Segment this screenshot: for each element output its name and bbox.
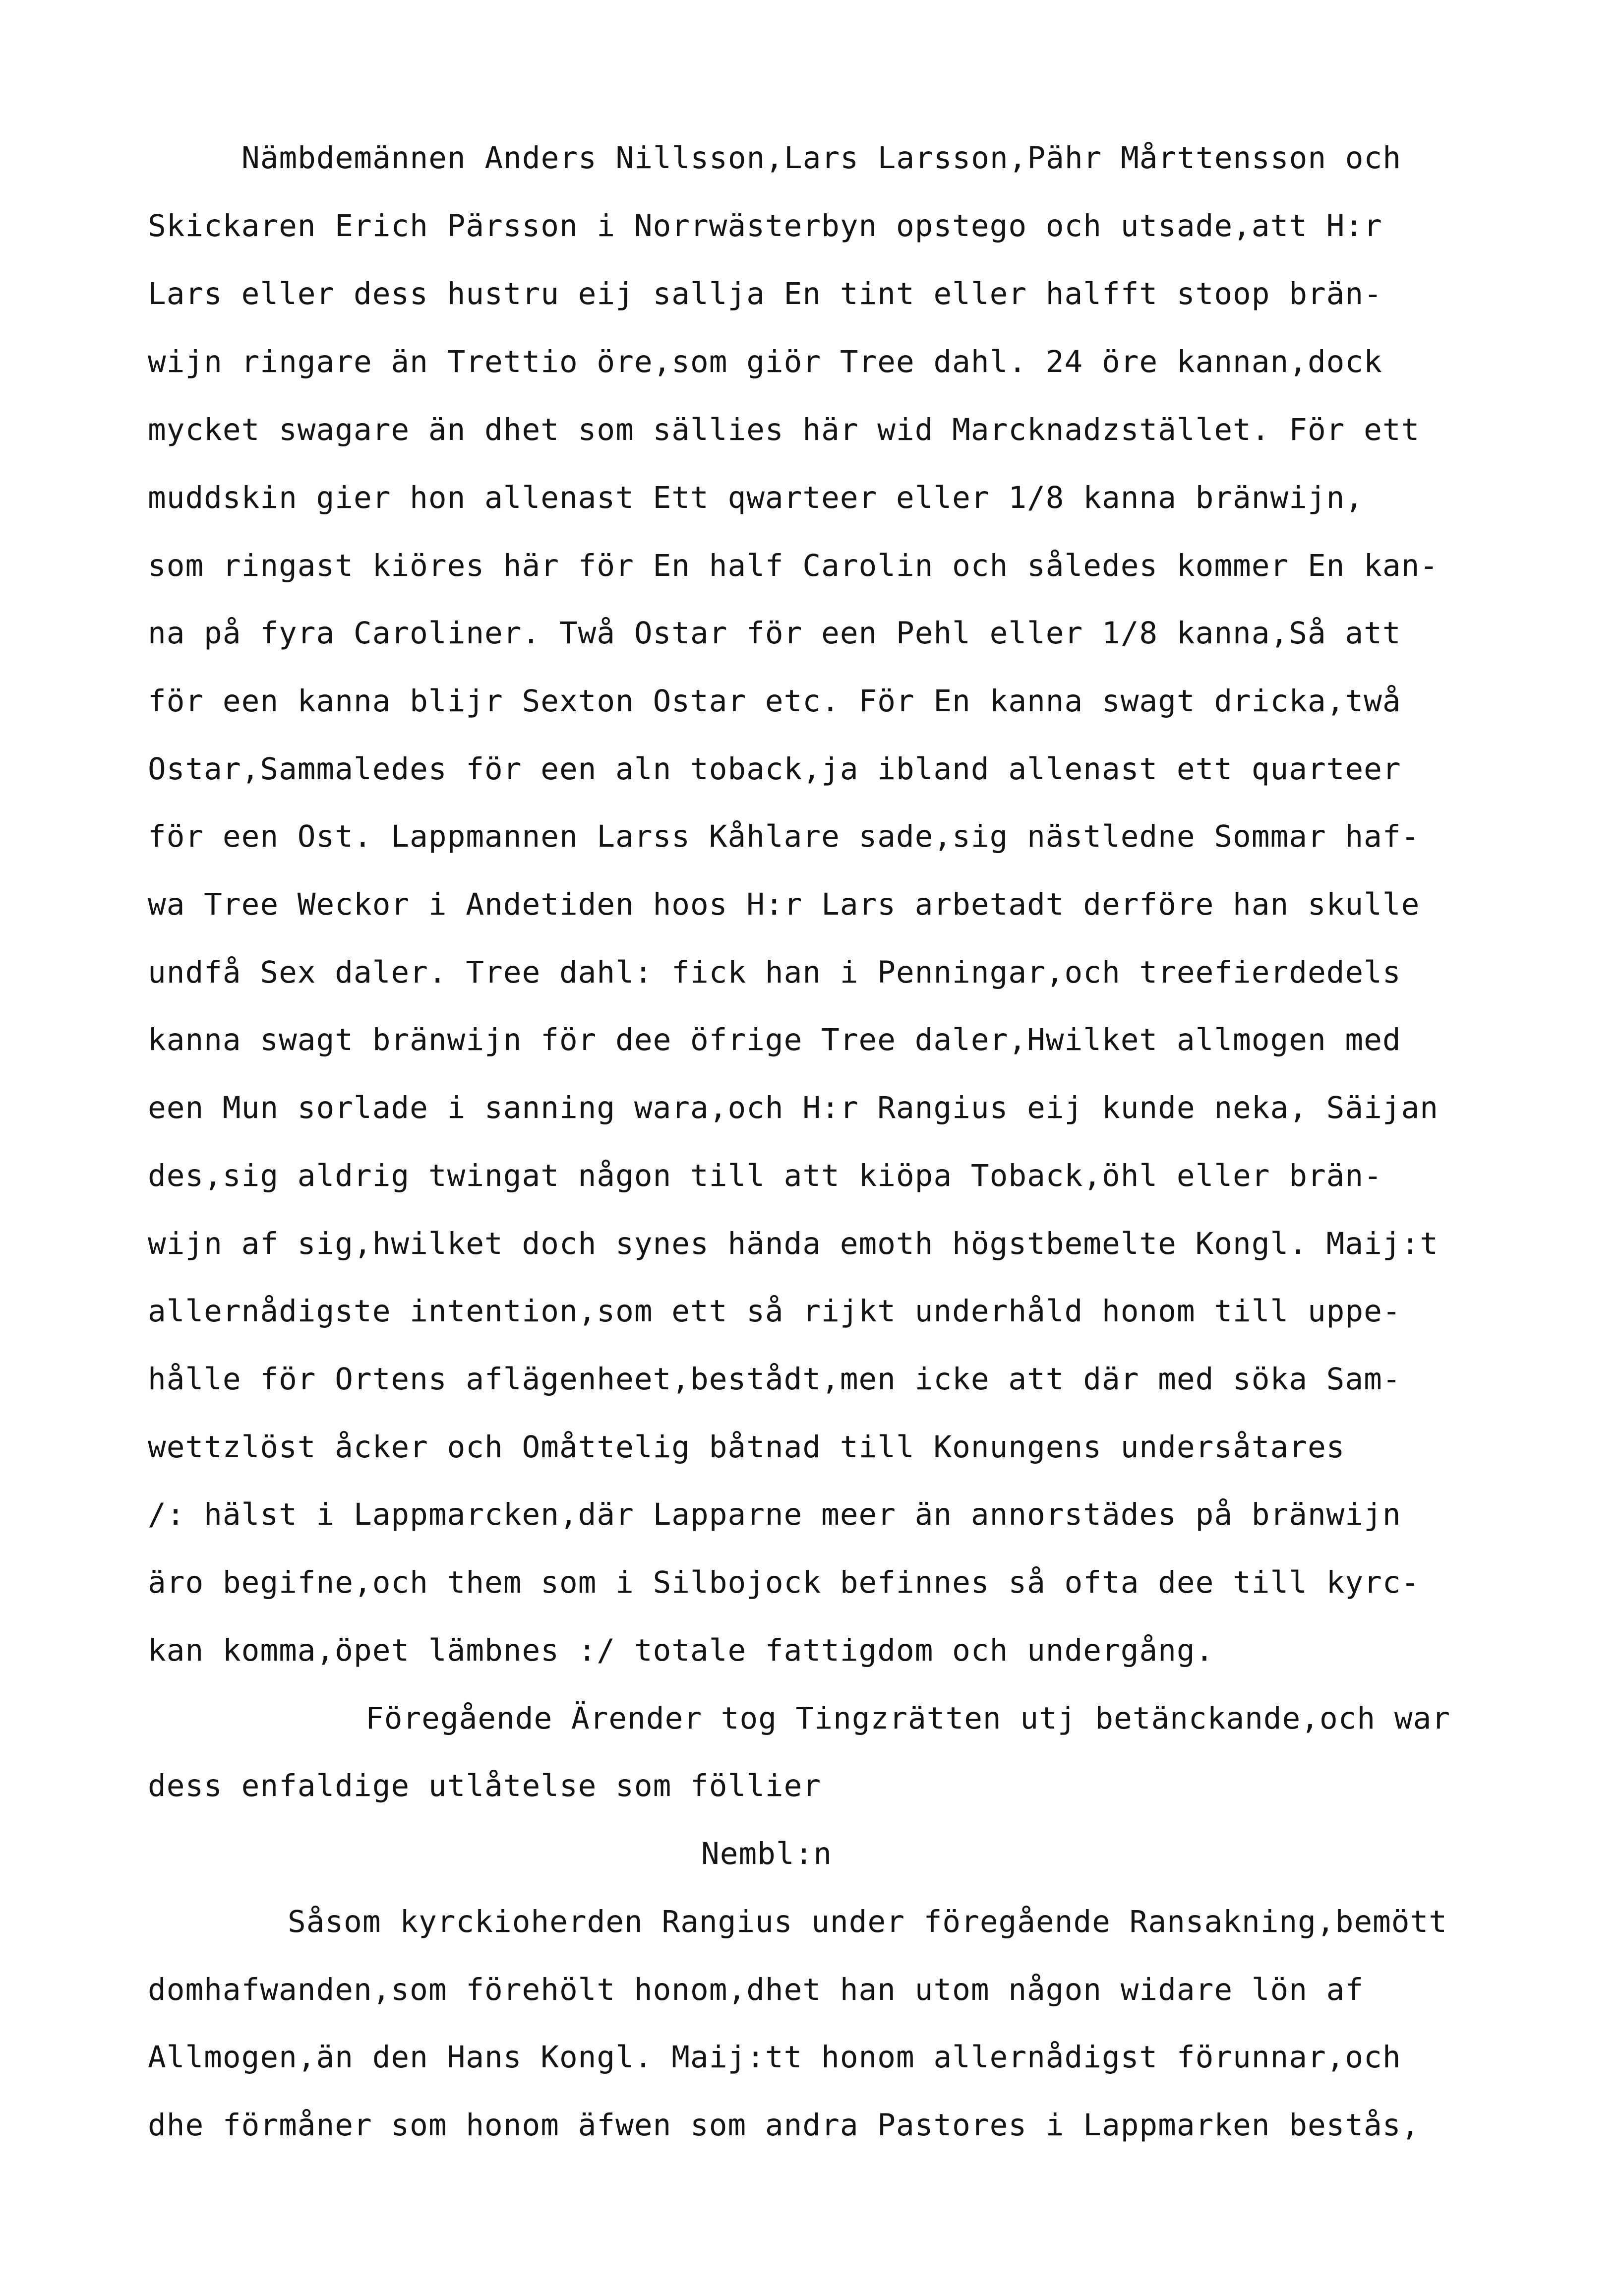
text-line: hålle för Ortens aflägenheet,bestådt,men icke att där med söka Sam- [148, 1362, 1401, 1397]
text-line: muddskin gier hon allenast Ett qwarteer eller 1/8 kanna bränwijn, [148, 480, 1364, 515]
text-line: wa Tree Weckor i Andetiden hoos H:r Lars arbetadt derföre han skulle [148, 887, 1420, 922]
text-line: Nämbdemännen Anders Nillsson,Lars Larsson,Pähr Mårttensson och [241, 140, 1401, 176]
text-line: äro begifne,och them som i Silbojock befinnes så ofta dee till kyrc- [148, 1565, 1420, 1600]
text-line: för een kanna blijr Sexton Ostar etc. För En kanna swagt dricka,twå [148, 683, 1401, 719]
text-line: /: hälst i Lappmarcken,där Lapparne meer än annorstädes på bränwijn [148, 1497, 1401, 1532]
text-line: wijn ringare än Trettio öre,som giör Tree dahl. 24 öre kannan,dock [148, 344, 1382, 379]
text-line: een Mun sorlade i sanning wara,och H:r Rangius eij kunde neka, Säijan [148, 1090, 1439, 1125]
text-line: Såsom kyrckioherden Rangius under föregående Ransakning,bemött [288, 1904, 1447, 1939]
text-line: Lars eller dess hustru eij sallja En tint eller halfft stoop brän- [148, 276, 1382, 311]
text-line: för een Ost. Lappmannen Larss Kåhlare sade,sig nästledne Sommar haf- [148, 819, 1420, 854]
text-line: wettzlöst åcker och Omåttelig båtnad till Konungens undersåtares [148, 1429, 1345, 1465]
section-heading: Nembl:n [701, 1836, 833, 1871]
text-line: kanna swagt bränwijn för dee öfrige Tree daler,Hwilket allmogen med [148, 1022, 1401, 1057]
text-line: wijn af sig,hwilket doch synes hända emoth högstbemelte Kongl. Maij:t [148, 1226, 1439, 1261]
text-line: domhafwanden,som förehölt honom,dhet han utom någon widare lön af [148, 1972, 1364, 2007]
text-line: som ringast kiöres här för En half Carolin och således kommer En kan- [148, 548, 1439, 583]
text-line: mycket swagare än dhet som sällies här wid Marcknadzstället. För ett [148, 412, 1420, 447]
text-line: Allmogen,än den Hans Kongl. Maij:tt honom allernådigst förunnar,och [148, 2040, 1401, 2075]
text-line: na på fyra Caroliner. Twå Ostar för een Pehl eller 1/8 kanna,Så att [148, 616, 1401, 651]
text-line: Skickaren Erich Pärsson i Norrwästerbyn opstego och utsade,att H:r [148, 208, 1382, 244]
text-line: undfå Sex daler. Tree dahl: fick han i Penningar,och treefierdedels [148, 955, 1401, 990]
text-line: kan komma,öpet lämbnes :/ totale fattigdom och undergång. [148, 1633, 1214, 1668]
text-line: des,sig aldrig twingat någon till att kiöpa Toback,öhl eller brän- [148, 1158, 1382, 1193]
text-line: allernådigste intention,som ett så rijkt underhåld honom till uppe- [148, 1294, 1401, 1329]
text-line: Ostar,Sammaledes för een aln toback,ja ibland allenast ett quarteer [148, 751, 1401, 787]
text-line: Föregående Ärender tog Tingzrätten utj betänckande,och war [365, 1701, 1451, 1736]
text-line: dess enfaldige utlåtelse som föllier [148, 1768, 822, 1803]
text-line: dhe förmåner som honom äfwen som andra Pastores i Lappmarken bestås, [148, 2108, 1420, 2143]
